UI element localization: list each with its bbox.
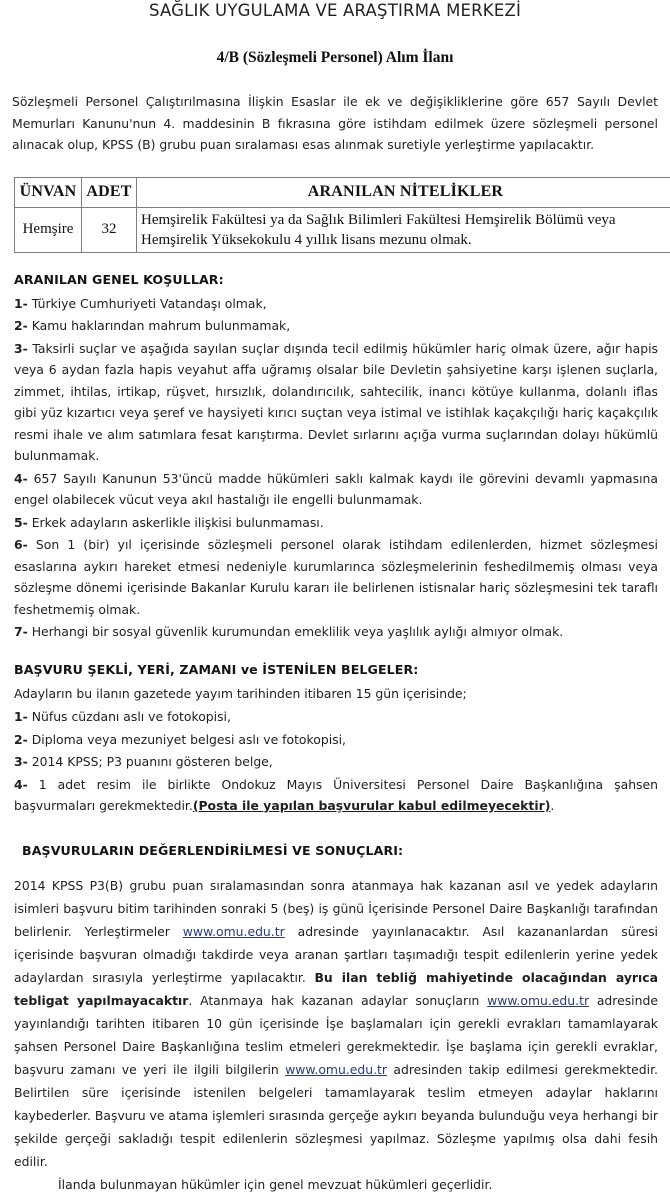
general-condition-item xyxy=(14,315,658,337)
omu-website-link-1[interactable]: www.omu.edu.tr xyxy=(183,924,285,939)
results-text-part-2: adresinde yayınlanacaktır. Asıl kazananlardan süresi içerisinde başvuran olmadığı takdirde veya aranan şartları taşımadığı tespit edilenlerin yerine yedek adaylardan sırasıyla yerleştirme yapılacaktır. xyxy=(14,924,658,985)
positions-table-header xyxy=(15,177,670,207)
item-text: 2014 KPSS; P3 puanını gösteren belge, xyxy=(32,754,273,769)
item-text: Nüfus cüzdanı aslı ve fotokopisi, xyxy=(32,709,231,724)
intro-paragraph: Sözleşmeli Personel Çalıştırılmasına İlişkin Esaslar ile ek ve değişikliklerine göre 657 Sayılı Devlet Memurları Kanunu'nun 4. maddesinin B fıkrasına göre istihdam edilmek üzere sözleşmeli personel alınacak olup, KPSS (B) grubu puan sıralaması esas alınmak suretiyle yerleştirme yapılacaktır. xyxy=(12,91,658,156)
item-text: 1 adet resim ile birlikte Ondokuz Mayıs Üniversitesi Personel Daire Başkanlığına şahsen başvurmaları gerekmektedir. xyxy=(14,777,658,814)
positions-table-body xyxy=(15,207,670,252)
general-condition-item xyxy=(14,512,658,534)
general-condition-item xyxy=(14,338,658,467)
cell-adet: 32 xyxy=(82,207,137,252)
omu-website-link-2[interactable]: www.omu.edu.tr xyxy=(487,993,589,1008)
item-text: Kamu haklarından mahrum bulunmamak, xyxy=(32,318,290,333)
section-heading-results: BAŞVURULARIN DEĞERLENDİRİLMESİ VE SONUÇLARI: xyxy=(22,843,670,858)
results-text-part-5: adresinden takip edilmesi gerekmektedir. Belirtilen süre içerisinde istenilen belgeleri tamamlayarak teslim etmeyen adaylar haklarını kaybederler. Başvuru ve atama işlemleri sırasında gerçeğe aykırı beyanda bulunduğu veya herhangi bir şekilde gerçeği sakladığı tespit edilenlerin sözleşmesi yapılmaz. Sözleşme yapılmış olsa dahi fesih edilir. xyxy=(14,1062,658,1169)
omu-website-link-3[interactable]: www.omu.edu.tr xyxy=(285,1062,387,1077)
item-number: 3- xyxy=(14,341,28,356)
document-header xyxy=(0,0,670,67)
item-number: 6- xyxy=(14,537,28,552)
organization-name-line-2: SAĞLIK UYGULAMA VE ARAŞTIRMA MERKEZİ xyxy=(0,1,670,21)
cell-nitelikler: Hemşirelik Fakültesi ya da Sağlık Bilimleri Fakültesi Hemşirelik Bölümü veya Hemşirelik Yüksekokulu 4 yıllık lisans mezunu olmak. xyxy=(137,207,670,252)
section-heading-application: BAŞVURU ŞEKLİ, YERİ, ZAMANI ve İSTENİLEN BELGELER: xyxy=(14,662,670,677)
item-number: 4- xyxy=(14,777,28,792)
positions-table xyxy=(14,177,670,253)
table-header-row xyxy=(15,177,670,207)
results-emphasis-notice: Bu ilan tebliğ mahiyetinde olacağından ayrıca tebligat yapılmayacaktır xyxy=(14,970,658,1008)
column-header-adet: ADET xyxy=(82,177,137,207)
results-text-part-4: adresinde yayınlandığı tarihten itibaren 10 gün içerisinde İşe başlamaları için gerekli evrakları tamamlayarak şahsen Personel Daire Başkanlığına teslim etmeleri gerekmektedir. İşe başlama için gerekli evraklar, başvuru zamanı ve yeri ile ilgili bilgilerin xyxy=(14,993,658,1077)
item-number: 1- xyxy=(14,296,28,311)
application-lead-text: Adayların bu ilanın gazetede yayım tarihinden itibaren 15 gün içerisinde; xyxy=(14,683,658,705)
general-condition-item xyxy=(14,293,658,315)
item-text-tail: . xyxy=(550,798,554,813)
item-text: Diploma veya mezuniyet belgesi aslı ve fotokopisi, xyxy=(32,732,346,747)
item-number: 2- xyxy=(14,732,28,747)
item-number: 4- xyxy=(14,471,28,486)
item-number: 2- xyxy=(14,318,28,333)
results-paragraph xyxy=(14,874,658,1173)
general-condition-item xyxy=(14,534,658,620)
table-row xyxy=(15,207,670,252)
application-document-item xyxy=(14,729,658,751)
results-text-part-1: 2014 KPSS P3(B) grubu puan sıralamasından sonra atanmaya hak kazanan asıl ve yedek adayların isimleri başvuru bitim tarihinden sonraki 5 (beş) iş günü İçerisinde Personel Daire Başkanlığı tarafından belirlenir. Yerleştirmeler xyxy=(14,878,658,939)
closing-statement: İlanda bulunmayan hükümler için genel mevzuat hükümleri geçerlidir. xyxy=(14,1173,658,1196)
item-text: Son 1 (bir) yıl içerisinde sözleşmeli personel olarak istihdam edilenlerden, hizmet sözleşmesi esaslarına aykırı hareket etmesi nedeniyle kurumlarınca sözleşmelerinin feshedilmemiş olması veya sözleşme dönemi içerisinde Bakanlar Kurulu kararı ile belirlenen istisnalar hariç sözleşmesini tek taraflı feshetmemiş olmak. xyxy=(14,537,658,617)
positions-table-container xyxy=(14,177,656,253)
item-number: 7- xyxy=(14,624,28,639)
general-condition-item xyxy=(14,468,658,511)
cell-unvan: Hemşire xyxy=(15,207,82,252)
column-header-aranilan-nitelikler: ARANILAN NİTELİKLER xyxy=(137,177,670,207)
results-text-part-3: . Atanmaya hak kazanan adaylar sonuçların xyxy=(188,993,479,1008)
general-condition-item xyxy=(14,621,658,643)
application-document-item xyxy=(14,751,658,773)
item-text: Türkiye Cumhuriyeti Vatandaşı olmak, xyxy=(32,296,267,311)
postal-application-warning: (Posta ile yapılan başvurular kabul edilmeyecektir) xyxy=(193,798,551,813)
section-heading-general-conditions: ARANILAN GENEL KOŞULLAR: xyxy=(14,272,670,287)
item-text: Taksirli suçlar ve aşağıda sayılan suçlar dışında tecil edilmiş hükümler hariç olmak üzere, ağır hapis veya 6 aydan fazla hapis veyahut affa uğramış olsalar bile Devletin şahsiyetine karşı işlenen suçlarla, zimmet, ihtilas, irtikap, rüşvet, hırsızlık, dolandırıcılık, sahtecilik, inancı kötüye kullanma, dolanlı iflas gibi yüz kızartıcı veya şeref ve haysiyeti kırıcı suçtan veya istimal ve istihlak kaçakçılığı hariç kaçakçılık resmi ihale ve alım satımlara fesat karıştırma. Devlet sırlarını açığa vurma suçlarından dolayı hükümlü bulunmamak. xyxy=(14,341,658,464)
column-header-unvan: ÜNVAN xyxy=(15,177,82,207)
application-document-item xyxy=(14,706,658,728)
application-document-item-4 xyxy=(14,774,658,817)
item-text: Erkek adayların askerlikle ilişkisi bulunmaması. xyxy=(32,515,324,530)
item-text: 657 Sayılı Kanunun 53'üncü madde hükümleri saklı kalmak kaydı ile görevini devamlı yapmasına engel olabilecek vücut veya akıl hastalığı ile engelli bulunmamak. xyxy=(14,471,658,508)
item-text: Herhangi bir sosyal güvenlik kurumundan emeklilik veya yaşlılık aylığı almıyor olmak. xyxy=(32,624,563,639)
item-number: 5- xyxy=(14,515,28,530)
document-subtitle: 4/B (Sözleşmeli Personel) Alım İlanı xyxy=(0,49,670,67)
item-number: 1- xyxy=(14,709,28,724)
item-number: 3- xyxy=(14,754,28,769)
